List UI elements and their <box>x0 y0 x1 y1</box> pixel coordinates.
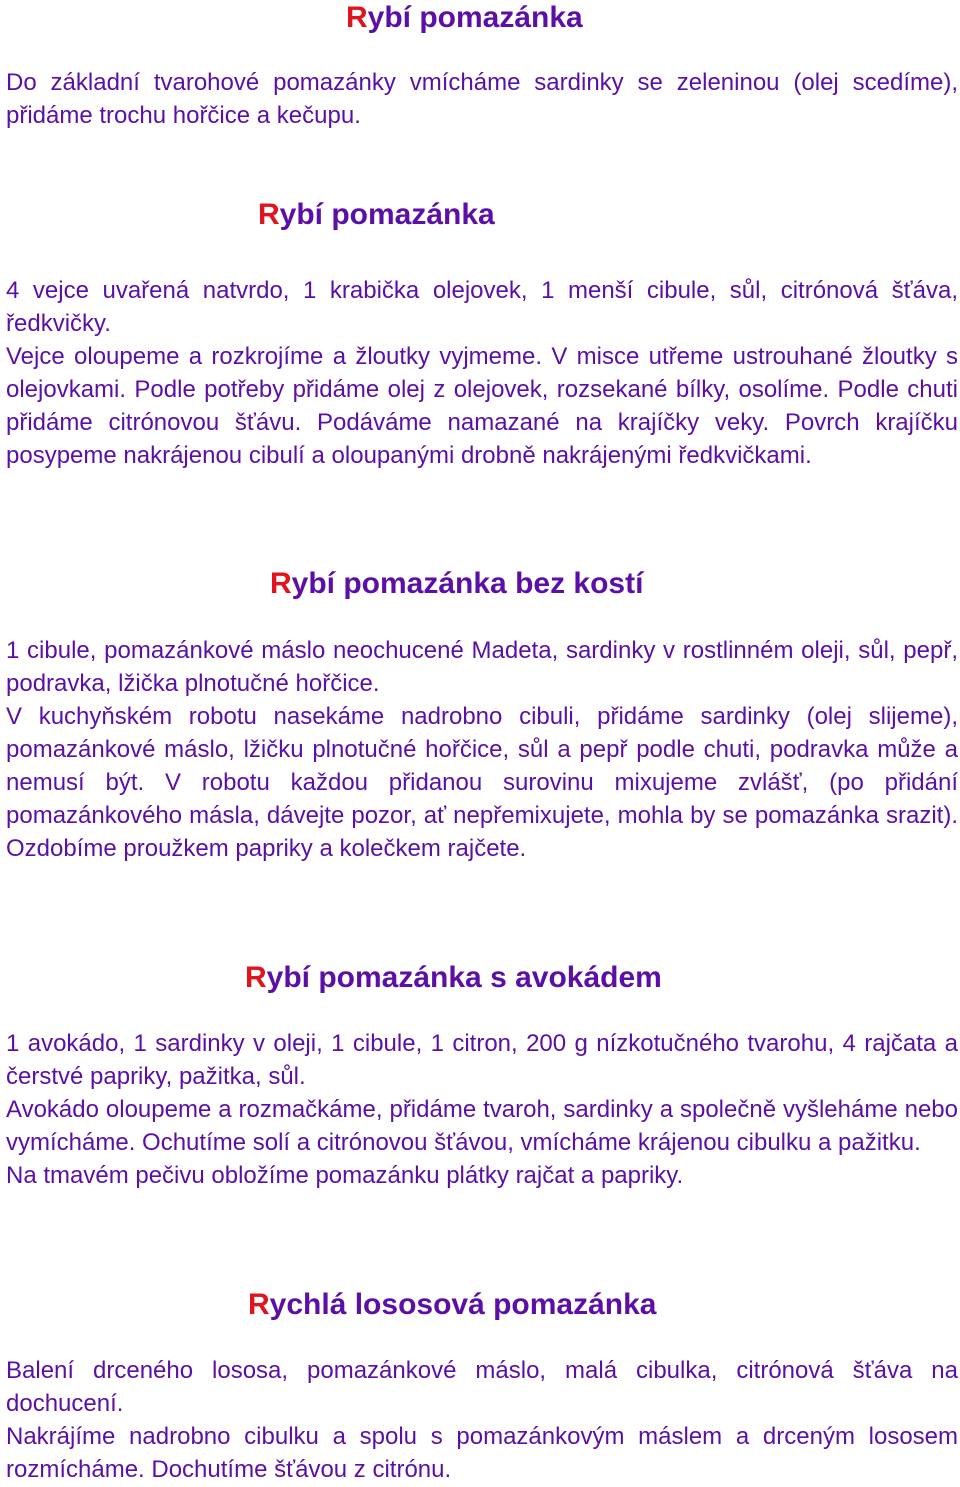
title-text: ybí pomazánka s avokádem <box>266 961 662 994</box>
serving-paragraph: Na tmavém pečivu obložíme pomazánku plátky rajčat a papriky. <box>6 1162 684 1189</box>
recipe-title <box>346 0 583 36</box>
ingredients-paragraph: Balení drceného lososa, pomazánkové máslo, malá cibulka, citrónová šťáva na dochucení. <box>6 1357 958 1417</box>
title-initial: R <box>248 1288 270 1321</box>
recipe-title <box>258 197 495 233</box>
recipe-body <box>6 66 958 132</box>
title-text: ybí pomazánka bez kostí <box>291 567 644 600</box>
instructions-paragraph: Avokádo oloupeme a rozmačkáme, přidáme tvaroh, sardinky a společně vyšleháme nebo vymícháme. Ochutíme solí a citrónovou šťávou, vmícháme krájenou cibulku a pažitku. <box>6 1096 958 1156</box>
instructions-paragraph: Vejce oloupeme a rozkrojíme a žloutky vyjmeme. V misce utřeme ustrouhané žloutky s olejovkami. Podle potřeby přidáme olej z olejovek, rozsekané bílky, osolíme. Podle chuti přidáme citrónovou šťávu. Podáváme namazané na krajíčky veky. Povrch krajíčku posypeme nakrájenou cibulí a oloupanými drobně nakrájenými ředkvičkami. <box>6 343 958 469</box>
instructions-paragraph: V kuchyňském robotu nasekáme nadrobno cibuli, přidáme sardinky (olej slijeme), pomazánkové máslo, lžičku plnotučné hořčice, sůl a pepř podle chuti, podravka může a nemusí být. V robotu každou přidanou surovinu mixujeme zvlášť, (po přidání pomazánkového másla, dávejte pozor, ať nepřemixujete, mohla by se pomazánka srazit). Ozdobíme proužkem papriky a kolečkem rajčete. <box>6 703 958 862</box>
ingredients-paragraph: 4 vejce uvařená natvrdo, 1 krabička olejovek, 1 menší cibule, sůl, citrónová šťáva, ředkvičky. <box>6 277 958 337</box>
ingredients-paragraph: 1 avokádo, 1 sardinky v oleji, 1 cibule, 1 citron, 200 g nízkotučného tvarohu, 4 rajčata a čerstvé papriky, pažitka, sůl. <box>6 1030 958 1090</box>
recipe-body <box>6 1027 958 1192</box>
recipe-title <box>248 1287 657 1323</box>
recipe-paragraph: Do základní tvarohové pomazánky vmícháme sardinky se zeleninou (olej scedíme), přidáme trochu hořčice a kečupu. <box>6 69 958 129</box>
title-text: ychlá lososová pomazánka <box>269 1288 657 1321</box>
title-text: ybí pomazánka <box>367 1 583 34</box>
recipe-body <box>6 1354 958 1486</box>
title-initial: R <box>346 1 368 34</box>
title-initial: R <box>258 198 280 231</box>
recipe-title <box>245 960 662 996</box>
title-text: ybí pomazánka <box>279 198 495 231</box>
recipe-title <box>270 566 643 602</box>
recipe-body <box>6 634 958 865</box>
title-initial: R <box>270 567 292 600</box>
instructions-paragraph: Nakrájíme nadrobno cibulku a spolu s pomazánkovým máslem a drceným lososem rozmícháme. Dochutíme šťávou z citrónu. <box>6 1423 958 1483</box>
recipe-body <box>6 274 958 472</box>
title-initial: R <box>245 961 267 994</box>
ingredients-paragraph: 1 cibule, pomazánkové máslo neochucené Madeta, sardinky v rostlinném oleji, sůl, pepř, podravka, lžička plnotučné hořčice. <box>6 637 958 697</box>
